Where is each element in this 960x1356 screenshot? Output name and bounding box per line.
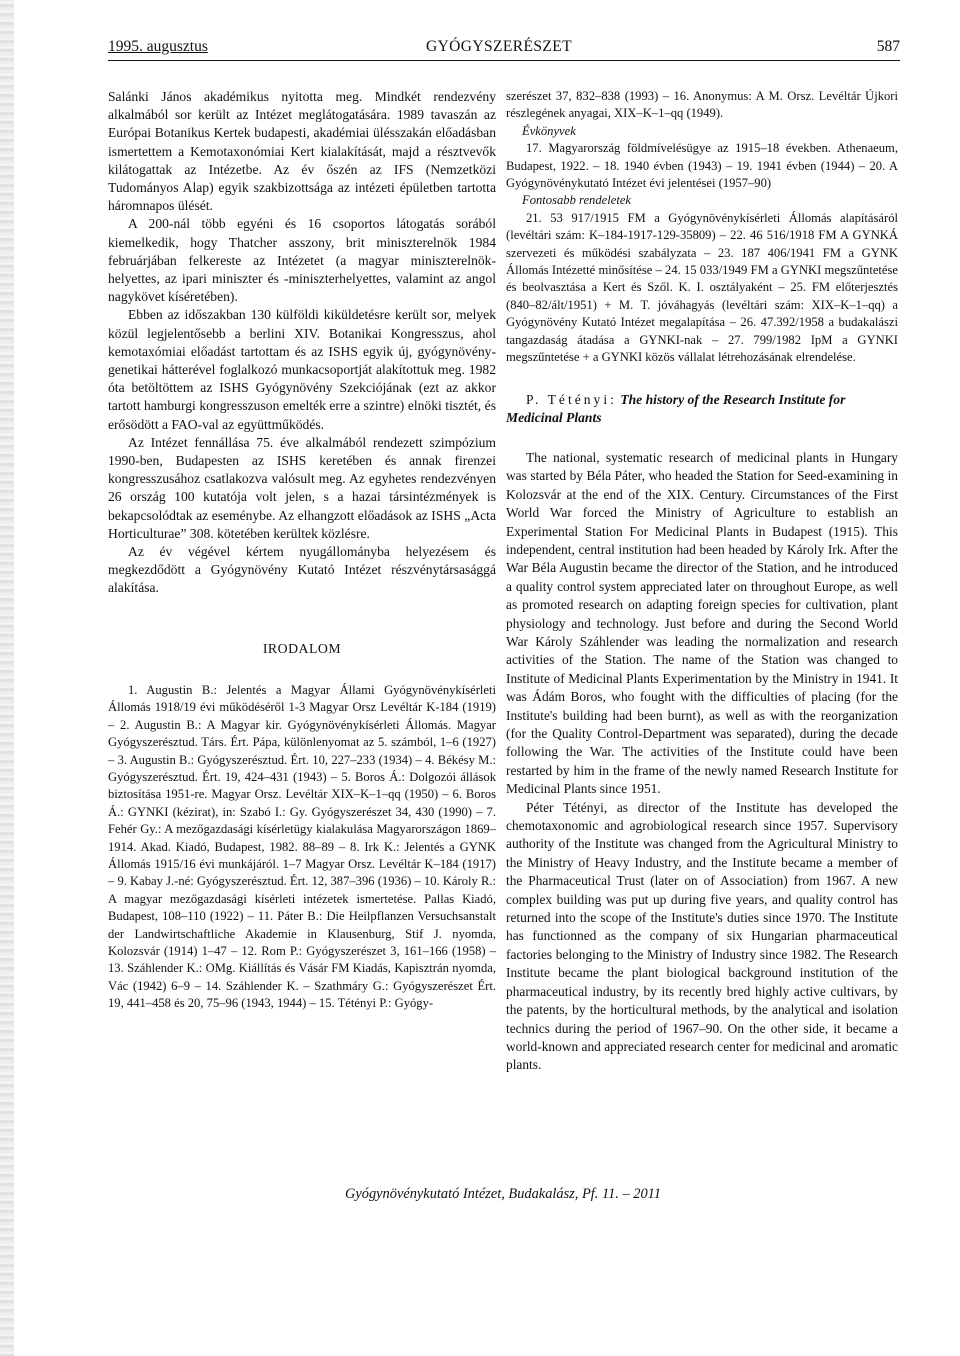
body-paragraph: Az év végével kértem nyugállományba helyezésem és megkezdődött a Gyógynövény Kutató Intézet részvénytársasággá alakítása. [108, 544, 496, 596]
reference-list-yearbooks: 17. Magyarország földmívelésügye az 1915–18 években. Athenaeum, Budapest, 1922. – 18. 1940 évben (1943) – 19. 1941 évben (1944) – 20. A Gyógynövénykutató Intézet évi jelentései (1957–90) [506, 141, 898, 191]
subheading-decrees: Fontosabb rendeletek [522, 193, 631, 208]
right-column [506, 88, 898, 1075]
summary-author: P. Tétényi: [526, 391, 617, 407]
reference-list-decrees: 21. 53 917/1915 FM a Gyógynövénykísérleti Állomás alapításáról (levéltári szám: K–184-1917-129-35809) – 22. 46 516/1918 FM A GYNKÁ szervezeti és működési szabályzata – 23. 187 406/1941 FM a GYNK Állomás Intézetté minősítése – 24. 15 033/1949 FM a GYNKI megszűntetése és beolvasztása a Kert és Szől. K. I. osztályaként – 25. FM előterjesztés (840–82/ált/1951) + M. T. jóváhagyás (levéltári szám: XIX–K–1–qq) a Gyógynövény Kutató Intézet megalapítása – 26. 47.392/1958 a budakalászi tangazdaság átadása a GYNKI-nak – 27. 799/1982 IpM a GYNKI megszűntetése + a GYNKI közös vállalat létrehozásának elrendelése. [506, 210, 898, 365]
references-heading: IRODALOM [262, 640, 342, 656]
reference-list-continued: szerészet 37, 832–838 (1993) – 16. Anonymus: A M. Orsz. Levéltár Újkori részlegének anyagai, XIX–K–1–qq (1949). [506, 89, 898, 121]
body-paragraph: A 200-nál több egyéni és 16 csoportos látogatás sorából kiemelkedik, hogy Thatcher asszony, brit miniszterelnök 1984 februárjában felkereste az Intézetet (a magyar miniszterelnök-helyettes, az ipari miniszter és -miniszterhelyettes, valamint az angol nagykövet kíséretében). [108, 216, 496, 305]
body-paragraph: Az Intézet fennállása 75. éve alkalmából rendezett szimpózium 1990-ben, Budapesten az ISHS keretében és annak firenzei kongresszusához csatlakozva valósult meg. Az egyhetes rendezvényen 26 ország 100 kutatója volt jelen, s a hazai társintézmények is bekapcsolódtak az eseménybe. Az elhangzott előadások az ISHS „Acta Horticulturae” 308. kötetében kerültek közlésre. [108, 434, 496, 541]
affiliation-footer: Gyógynövénykutató Intézet, Budakalász, Pf. 11. – 2011 [345, 1186, 661, 1202]
body-paragraph: Salánki János akadémikus nyitotta meg. Mindkét rendezvény alkalmából sor került az Intézet meglátogatására. 1989 tavaszán az Európai Botanikus Kertek budapesti, akadémiai ülésszakán előadásban ismertettem a Kemotaxonómiai Kert kialakítását, majd a résztvevők kilátogattak az Intézetbe. Az év őszén az IFS (Nemzetközi Tudományos Alap) egyik szakbizottsága az intézeti épületben tartotta háromnapos ülését. [108, 89, 496, 214]
reference-list: 1. Augustin B.: Jelentés a Magyar Állami Gyógynövénykísérleti Állomás 1918/19 évi működéséről 1-3 Magyar Orsz Levéltár K-184 (1919) – 2. Augustin B.: A Magyar kir. Gyógynövénykísérleti Állomás. Magyar Gyógyszerésztud. Társ. Ért. Pápa, különlenyomat az 5. számból, 1–6 (1927) – 3. Augustin B.: Gyógyszerésztud. Ért. 10, 227–233 (1934) – 4. Békésy M.: Gyógyszerésztud. Ért. 19, 424–431 (1943) – 5. Boros Á.: Dolgozói állások biztosítása 1951-re. Magyar Orsz. Levéltár XIX–K–1–qq (1950) – 6. Boros Á.: GYNKI (kézirat), in: Szabó I.: Gy. Gyógyszerészet 34, 430 (1990) – 7. Fehér Gy.: A mezőgazdasági kísérletügy kialakulása Magyarországon 1869–1914. Akad. Kiadó, Budapest, 1982. 88–89 – 8. Irk K.: Jelentés a GYNK Állomás 1915/16 évi munkájáról. 1–7 Magyar Orsz. Levéltár K–184 (1917) – 9. Kabay J.-né: Gyógyszerésztud. Ért. 12, 387–396 (1936) – 10. Károly R.: A magyar mezőgazdasági kísérleti intézetek ismertetése. Pallas Kiadó, Budapest, 108–110 (1922) – 11. Páter B.: Die Heilpflanzen Versuchsanstalt der Landwirtschaftliche Akademie in Klausenburg, Stif J. nyomda, Kolozsvár (1914) 1–47 – 12. Rom P.: Gyógyszerészet 3, 161–166 (1958) – 13. Száhlender K.: OMg. Kiállítás és Vásár FM Kiadás, Kapisztrán nyomda, Vác (1942) 6–9 – 14. Száhlender K. – Szathmáry G.: Gyógyszerészet Ért. 19, 441–458 és 20, 75–96 (1943, 1944) – 15. Tétényi P.: Gyógy- [108, 682, 496, 1011]
page-number: 587 [876, 38, 900, 55]
english-summary-title [506, 391, 898, 427]
english-paragraph: Péter Tétényi, as director of the Institute has developed the chemotaxonomic and agrobiological research since 1957. Supervisory authority of the Institute was changed from the Agricultural Ministry to the Ministry of Heavy Industry, and the Institute became a member of the Pharmaceutical Trust (later on of Association) from 1967. A new complex building was put up during five years, and quality control has returned into the scope of the Institute's duties since 1970. The Institute has functionned as the company of six Hungarian pharmaceutical factories belonging to the Ministry of Industry since 1982. The Research Institute became the plant biological background institution of the pharmaceutical industry, by its recently bred highly active cultivars, by the patents, by the horticultural methods, by the analytical and isolation technics during the period of 1967–90. On the other side, it became a world-known and appreciated research center for medicinal and aromatic plants. [506, 799, 898, 1073]
issue-date: 1995. augusztus [108, 38, 208, 55]
summary-title: The history of the Research Institute for Medicinal Plants [506, 391, 846, 425]
running-header [108, 34, 900, 61]
journal-title: GYÓGYSZERÉSZET [426, 38, 572, 55]
scan-edge [0, 0, 14, 1356]
left-column [108, 88, 496, 1013]
body-paragraph: Ebben az időszakban 130 külföldi kiküldetésre került sor, melyek közül legjelentősebb a berlini XIV. Botanikai Kongresszus, ahol kemotaxómiai előadást tartottam és az ISHS egyik új, gyógynövény-genetikai hátterével foglalkozó munkacsoportját alakítottuk meg. 1982 óta betöltöttem az ISHS Gyógynövény Szekciójának (ezt az akkor tartott hamburgi kongresszuson emelték erre a szintre) elnöki tisztét, és erősödött a FAO-val az együttműködés. [108, 307, 496, 432]
subheading-yearbooks: Évkönyvek [522, 123, 576, 138]
english-paragraph: The national, systematic research of medicinal plants in Hungary was started by Béla Páter, who headed the Station for Seed-examining in Kolozsvár at the end of the XIX. Century. Circumstances of the First World War forced the Ministry of Agriculture to establish an Experimental Station For Medicinal Plants in Budapest (1915). This independent, central institution had been headed by Károly Irk. After the War Béla Augustin became the director of the Station, and he introduced a quality control system appreciated later on throughout Europe, as well as promoted research on adapting foreign species for cultivation, plant physiology and technology. Just before and during the Second World War Károly Száhlender was leading the normalization and research activities of the Station. The name of the Station was changed to Institute of Medicinal Plants Experimentation by the Ministry in 1941. It was Ádám Boros, who fought with the difficulties of placing (for the Institute's building had been burnt), as well as with the reorganization (for the Quality Control-Department was separated), during the decade following the War. The activities of the Institute could have been restarted by him in the frame of the newly named Research Institute for Medicinal Plants since 1951. [506, 449, 898, 797]
